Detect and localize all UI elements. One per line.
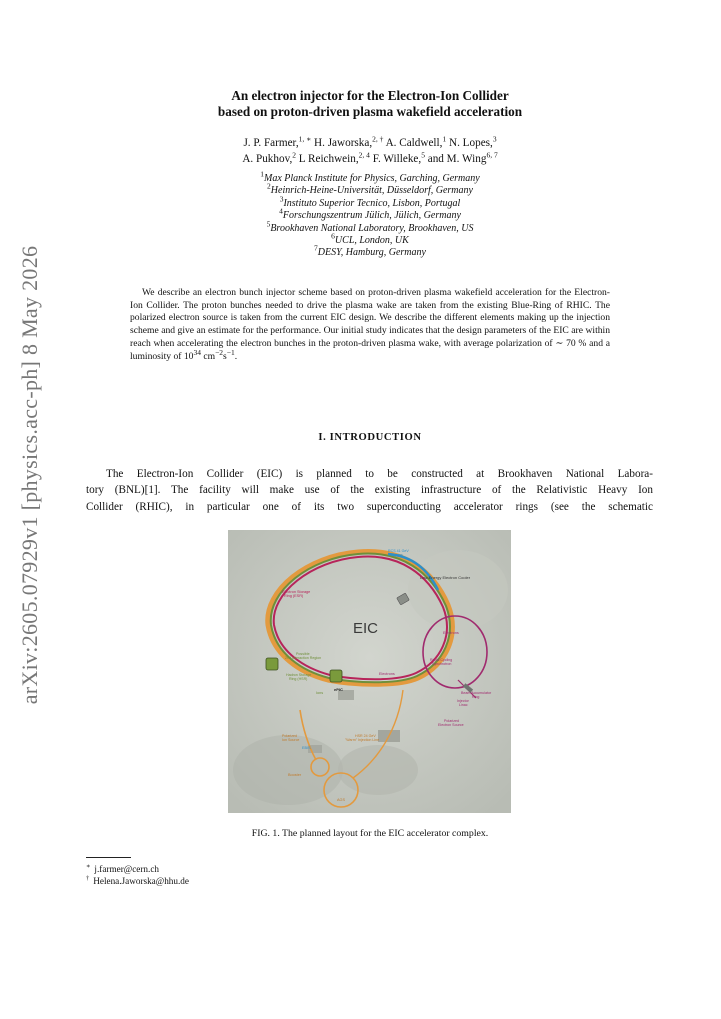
label-polarized-electron-source-2: Electron Source (438, 723, 464, 727)
label-injector-linac: Injector (457, 699, 469, 703)
label-esr-2: Ring (ESR) (284, 594, 304, 598)
paper-title-line-2: based on proton-driven plasma wakefield acceleration (217, 104, 523, 119)
text-line: tory (BNL)[1]. The facility will make use of the existing infrastructure of the Relativistic Heavy Ion (86, 484, 653, 497)
label-booster: Booster (288, 773, 302, 777)
label-electrons-rcs: Electrons (443, 631, 459, 635)
text-line: The Electron-Ion Collider (EIC) is planned to be constructed at Brookhaven National Labora- (106, 468, 653, 480)
abstract-text: We describe an electron bunch injector scheme based on proton-driven plasma wakefield acceleration for the Electron-Ion Collider. The proton bunches needed to drive the plasma wake are taken from the existing Blue-Ring of RHIC. The polarized electron source is taken from the current EIC design. We describe the different elements making up the injection scheme and give an estimate for the performance. Our initial study indicates that the design parameters of the EIC are within reach when accelerating the electron bunches in the proton-driven plasma wake, with average polarization of ∼ 70 % and a luminosity of $10^{34}$ $cm^{-2}s^{-1}$. (130, 287, 610, 362)
label-rcs: Rapid Cycling (430, 658, 453, 662)
terrain-patch (408, 550, 508, 630)
label-rcs-bypass-2: Bypass (391, 553, 403, 557)
eic-layout-map (228, 530, 511, 813)
footnote: † Helena.Jaworska@hhu.de (86, 874, 189, 886)
affiliations (150, 169, 590, 260)
label-rcs-bypass: RCS 41 GeV (388, 549, 409, 553)
label-possible-ir: Possible (296, 652, 310, 656)
affiliation: $^2$Heinrich-Heine-Universität, Düsseldorf, Germany (267, 182, 473, 197)
affiliation: $^3$Instituto Superior Tecnico, Lisbon, Portugal (279, 194, 461, 209)
authors-line-2 (120, 151, 620, 167)
label-hsr: Hadron Storage (286, 673, 312, 677)
affiliation: $^6$UCL, London, UK (331, 231, 409, 247)
label-ions: Ions (316, 691, 324, 695)
label-beam-accumulator: Beam Accumulator (461, 691, 492, 695)
terrain-patch (233, 735, 346, 805)
arxiv-stamp-text: arXiv:2605.07929v1 [physics.acc-ph] 8 May 2026 (17, 245, 42, 705)
footnote: ∗ j.farmer@cern.ch (86, 862, 159, 874)
author: A. Caldwell,$^1$ (385, 134, 447, 149)
author: L Reichwein,$^{2, 4}$ (298, 150, 370, 165)
label-hsr-2: Ring (HSR) (289, 677, 308, 681)
eic-layout-figure (228, 530, 511, 813)
footnotes (86, 863, 189, 887)
authors-line-1 (120, 135, 620, 151)
label-polarized-electron-source: Polarized (444, 719, 459, 723)
text-line: Collider (RHIC), in particular one of its two superconducting accelerator rings (see the schematic (86, 500, 653, 513)
footnote-rule (86, 857, 131, 858)
arxiv-stamp (8, 245, 52, 705)
intro-paragraph (86, 466, 653, 515)
affiliation: $^7$DESY, Hamburg, Germany (314, 244, 426, 259)
label-low-energy-cooler: Low-Energy Electron Cooler (420, 575, 471, 580)
label-hsr-warm: HSR 24 GeV (355, 734, 376, 738)
eic-main-label: EIC (353, 620, 379, 637)
author: and M. Wing$^{6, 7}$ (427, 150, 498, 165)
section-heading: I. INTRODUCTION (318, 432, 422, 443)
label-polarized-ion-source: Polarized (282, 734, 297, 738)
label-polarized-ion-source-2: Ion Source (282, 738, 300, 742)
author: N. Lopes,$^3$ (449, 134, 497, 149)
label-injector-linac-2: Linac (459, 703, 468, 707)
figure-caption: FIG. 1. The planned layout for the EIC accelerator complex. (251, 828, 489, 839)
abstract (130, 287, 610, 363)
label-ebis: EBIS (302, 746, 311, 750)
epic-detector (330, 670, 342, 682)
label-epic: ePIC (334, 687, 343, 692)
label-possible-ir-2: 2nd Interaction Region (285, 656, 322, 660)
paper-title-line-1: An electron injector for the Electron-Ion Collider (231, 88, 509, 103)
author: F. Willeke,$^5$ (372, 150, 425, 165)
label-esr: Electron Storage (282, 590, 311, 594)
label-beam-accumulator-2: Ring (472, 695, 480, 699)
author: J. P. Farmer,$^{1, ∗}$ (243, 134, 312, 149)
author: A. Pukhov,$^2$ (242, 150, 296, 165)
second-interaction-region-detector (266, 658, 278, 670)
label-ags: AGS (337, 798, 346, 802)
label-rcs-2: Synchrotron (432, 662, 452, 666)
label-electrons-main: Electrons (379, 672, 395, 676)
label-hsr-warm-2: "Warm" Injection Line (345, 738, 380, 742)
author: H. Jaworska,$^{2, \dagger}$ (314, 134, 384, 149)
affiliation: $^1$Max Planck Institute for Physics, Garching, Germany (260, 169, 480, 184)
affiliation: $^4$Forschungszentrum Jülich, Jülich, Germany (279, 206, 461, 222)
affiliation: $^5$Brookhaven National Laboratory, Brookhaven, US (266, 219, 474, 234)
